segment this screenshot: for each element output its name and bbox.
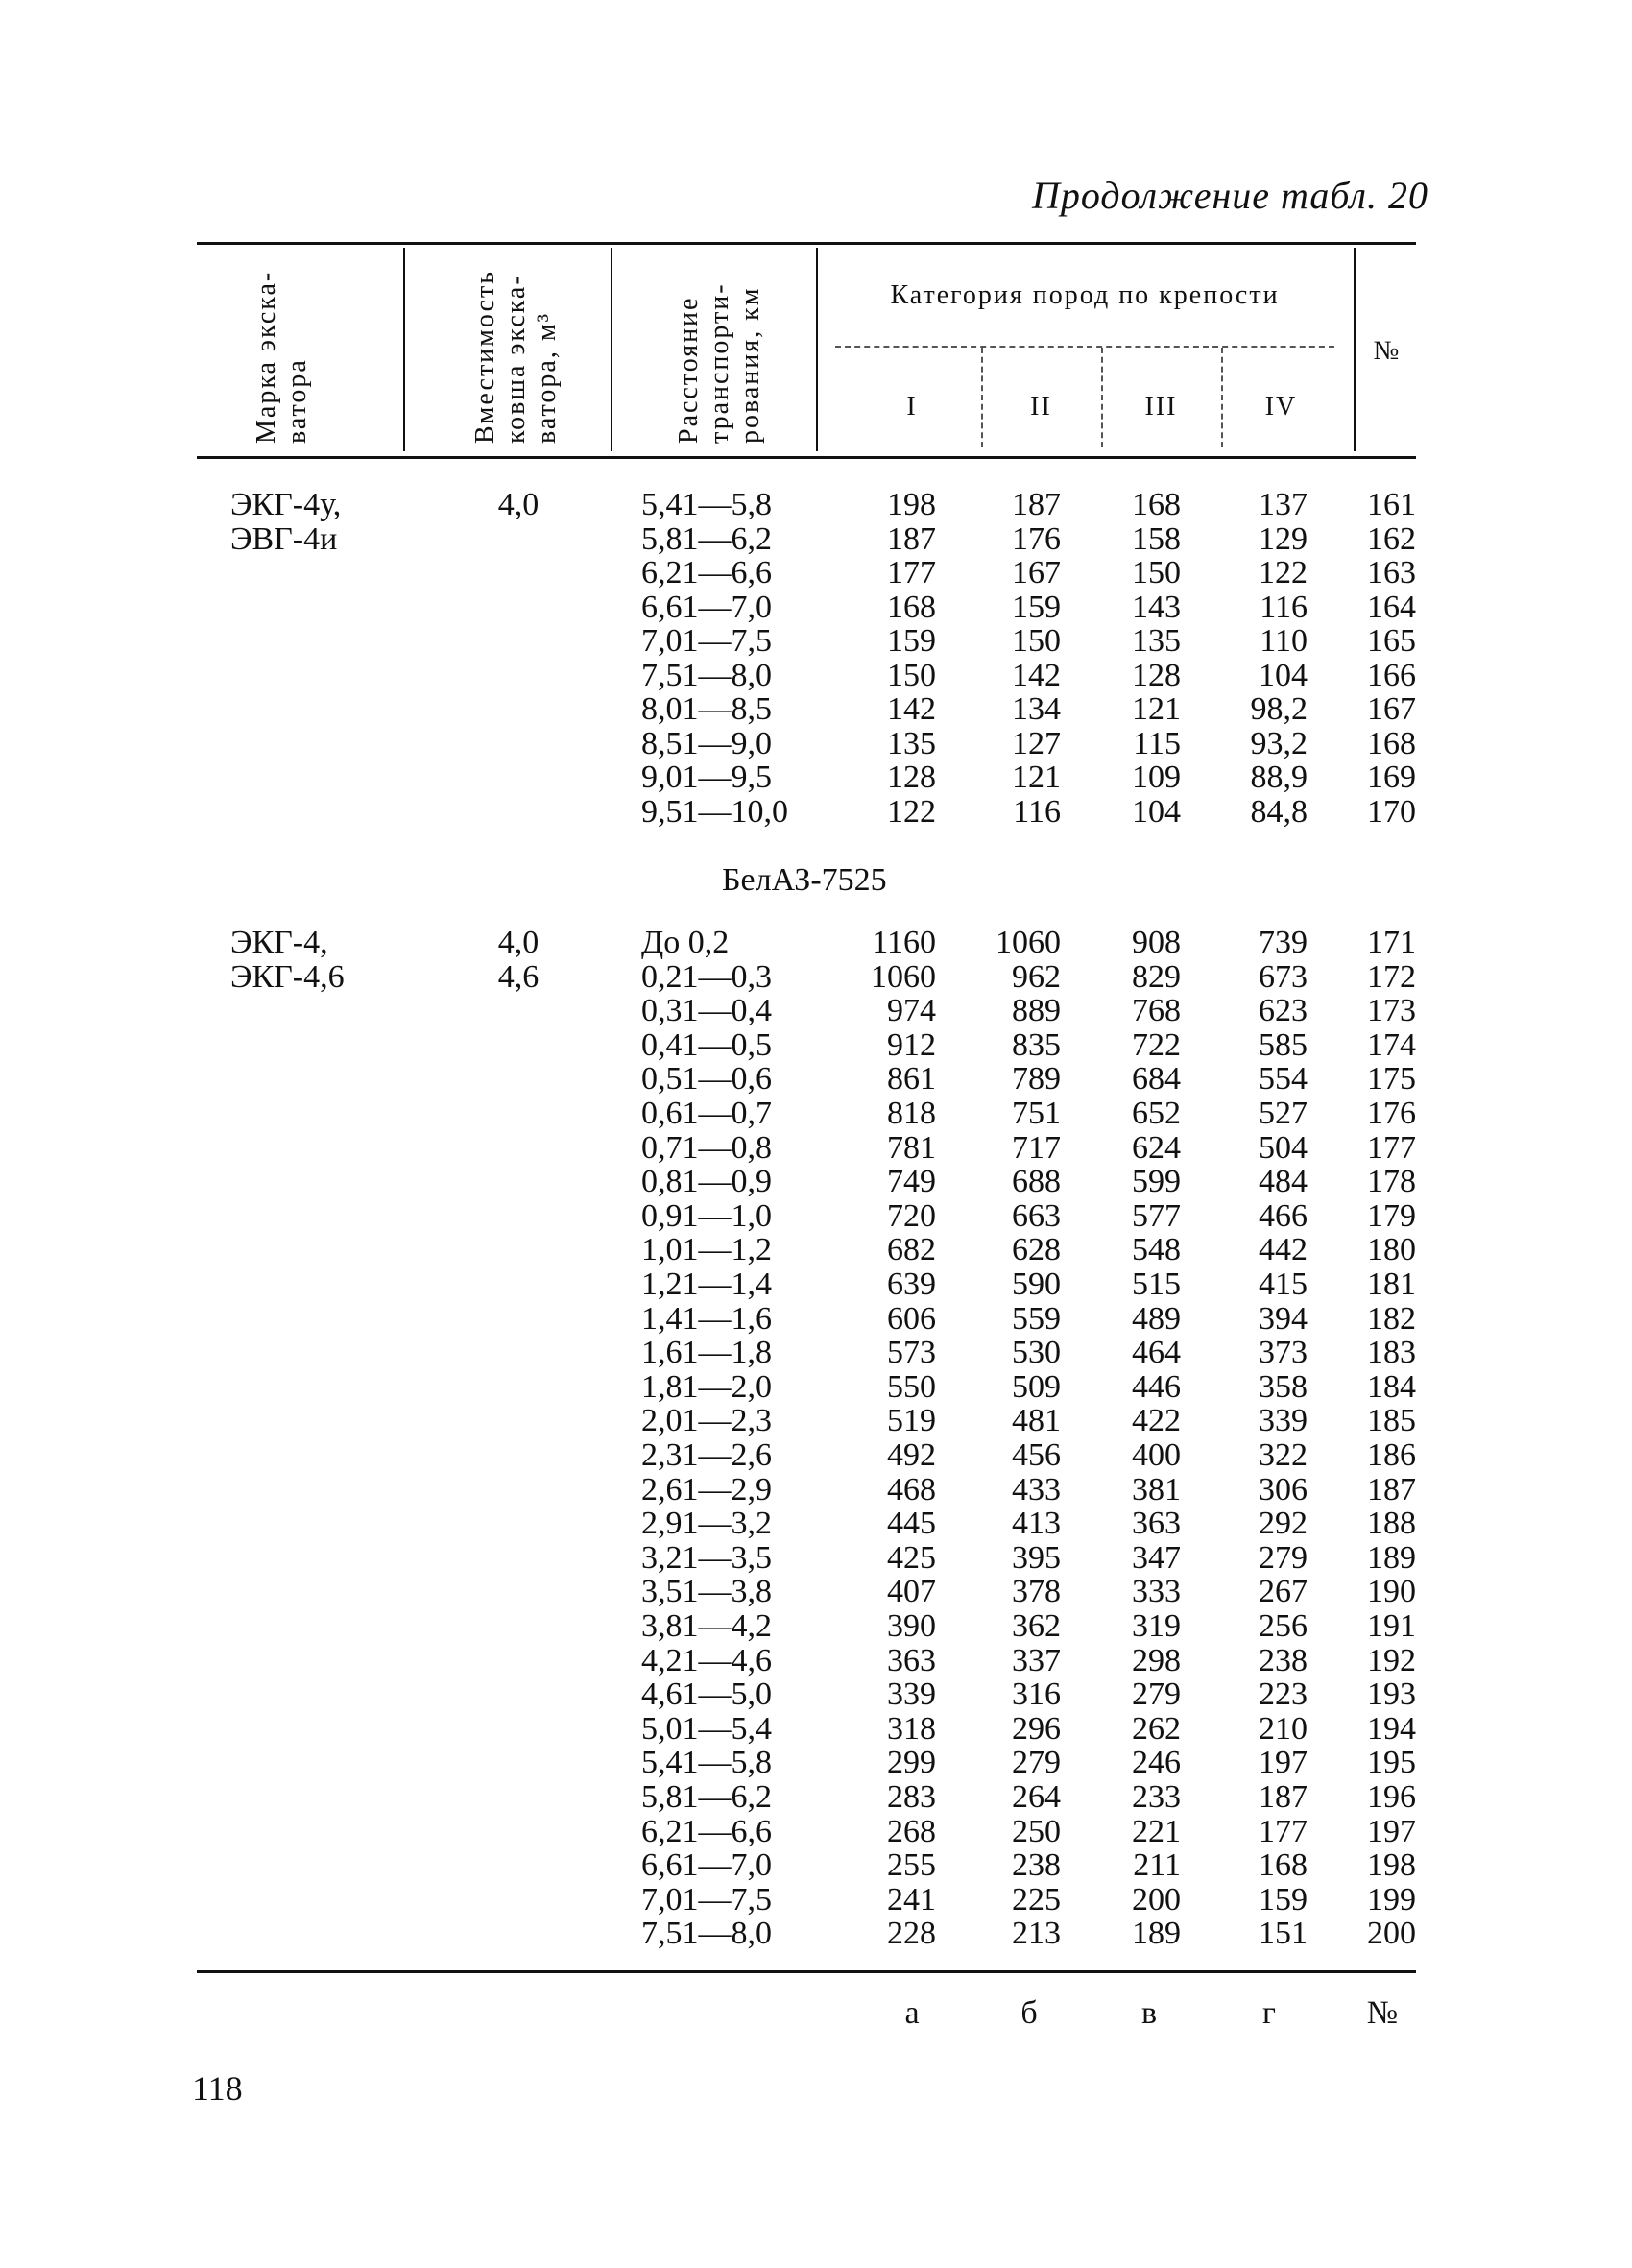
cat4-cell: 168 bbox=[1259, 1847, 1308, 1884]
cat4-cell: 98,2 bbox=[1250, 691, 1308, 727]
cat3-cell: 158 bbox=[1132, 520, 1181, 557]
header-category-3: III bbox=[1144, 392, 1178, 422]
distance-cell: 7,01—7,5 bbox=[641, 623, 772, 659]
distance-cell: 2,01—2,3 bbox=[641, 1403, 772, 1439]
cat1-cell: 861 bbox=[887, 1061, 936, 1098]
cat1-cell: 1060 bbox=[871, 958, 936, 995]
row-number-cell: 165 bbox=[1367, 623, 1416, 659]
cat2-cell: 250 bbox=[1012, 1813, 1061, 1849]
cat4-cell: 88,9 bbox=[1250, 760, 1308, 795]
cat2-cell: 167 bbox=[1012, 555, 1061, 591]
cat4-cell: 466 bbox=[1259, 1197, 1308, 1234]
cat1-cell: 749 bbox=[887, 1164, 936, 1200]
cat2-cell: 150 bbox=[1012, 623, 1061, 659]
cat4-cell: 339 bbox=[1259, 1403, 1308, 1439]
row-number-cell: 195 bbox=[1367, 1745, 1416, 1781]
row-number-cell: 199 bbox=[1367, 1881, 1416, 1918]
cat2-cell: 121 bbox=[1012, 760, 1061, 795]
cat1-cell: 198 bbox=[887, 487, 936, 522]
cat2-cell: 187 bbox=[1012, 487, 1061, 522]
row-number-cell: 186 bbox=[1367, 1437, 1416, 1473]
cat3-cell: 200 bbox=[1132, 1881, 1181, 1918]
cat4-cell: 110 bbox=[1260, 623, 1308, 659]
cat2-cell: 433 bbox=[1012, 1471, 1061, 1508]
cat2-cell: 789 bbox=[1012, 1061, 1061, 1098]
cat1-cell: 781 bbox=[887, 1129, 936, 1166]
distance-cell: 0,71—0,8 bbox=[641, 1129, 772, 1166]
table-bottom-rule bbox=[197, 1970, 1416, 1973]
cat1-cell: 363 bbox=[887, 1642, 936, 1678]
header-divider-1 bbox=[403, 248, 405, 451]
cat4-cell: 238 bbox=[1259, 1642, 1308, 1678]
cat2-cell: 889 bbox=[1012, 993, 1061, 1029]
cat3-cell: 464 bbox=[1132, 1335, 1181, 1371]
cat1-cell: 135 bbox=[887, 725, 936, 761]
cat2-cell: 751 bbox=[1012, 1096, 1061, 1131]
cat3-cell: 652 bbox=[1132, 1096, 1181, 1131]
row-number-cell: 167 bbox=[1367, 691, 1416, 727]
distance-cell: 0,61—0,7 bbox=[641, 1096, 772, 1131]
distance-cell: 0,31—0,4 bbox=[641, 993, 772, 1029]
cat4-cell: 267 bbox=[1259, 1574, 1308, 1610]
cat1-cell: 407 bbox=[887, 1574, 936, 1610]
footer-letter: г bbox=[1262, 1995, 1276, 2031]
cat4-cell: 223 bbox=[1259, 1677, 1308, 1713]
cat3-cell: 333 bbox=[1132, 1574, 1181, 1610]
cat1-cell: 128 bbox=[887, 760, 936, 795]
cat2-cell: 362 bbox=[1012, 1608, 1061, 1644]
page-number: 118 bbox=[192, 2069, 243, 2108]
cat1-cell: 339 bbox=[887, 1677, 936, 1713]
cat4-cell: 122 bbox=[1259, 555, 1308, 591]
cat1-cell: 228 bbox=[887, 1916, 936, 1952]
row-number-cell: 173 bbox=[1367, 993, 1416, 1029]
cat2-cell: 176 bbox=[1012, 520, 1061, 557]
cat4-cell: 292 bbox=[1259, 1506, 1308, 1542]
row-number-cell: 178 bbox=[1367, 1164, 1416, 1200]
cat4-cell: 187 bbox=[1259, 1779, 1308, 1815]
row-number-cell: 196 bbox=[1367, 1779, 1416, 1815]
cat3-cell: 298 bbox=[1132, 1642, 1181, 1678]
cat3-cell: 233 bbox=[1132, 1779, 1181, 1815]
row-number-cell: 192 bbox=[1367, 1642, 1416, 1678]
cat3-cell: 422 bbox=[1132, 1403, 1181, 1439]
cat1-cell: 519 bbox=[887, 1403, 936, 1439]
cat4-cell: 151 bbox=[1259, 1916, 1308, 1952]
cat1-cell: 299 bbox=[887, 1745, 936, 1781]
cat1-cell: 1160 bbox=[872, 925, 936, 960]
cat1-cell: 492 bbox=[887, 1437, 936, 1473]
distance-cell: 3,51—3,8 bbox=[641, 1574, 772, 1610]
distance-cell: 6,21—6,6 bbox=[641, 555, 772, 591]
row-number-cell: 189 bbox=[1367, 1539, 1416, 1576]
distance-cell: 9,51—10,0 bbox=[641, 793, 788, 830]
cat2-cell: 127 bbox=[1012, 725, 1061, 761]
distance-cell: 1,41—1,6 bbox=[641, 1300, 772, 1337]
cat1-cell: 187 bbox=[887, 520, 936, 557]
row-number-cell: 183 bbox=[1367, 1335, 1416, 1371]
cat3-cell: 515 bbox=[1132, 1267, 1181, 1302]
cat3-cell: 347 bbox=[1132, 1539, 1181, 1576]
cat4-cell: 256 bbox=[1259, 1608, 1308, 1644]
row-number-cell: 175 bbox=[1367, 1061, 1416, 1098]
cat3-cell: 168 bbox=[1132, 487, 1181, 522]
model-label: ЭКГ-4,6 bbox=[230, 959, 345, 995]
cat2-cell: 213 bbox=[1012, 1916, 1061, 1952]
row-number-cell: 161 bbox=[1367, 487, 1416, 522]
cat1-cell: 142 bbox=[887, 691, 936, 727]
cat2-cell: 481 bbox=[1012, 1403, 1061, 1439]
distance-cell: 1,61—1,8 bbox=[641, 1335, 772, 1371]
header-divider-3 bbox=[816, 248, 818, 451]
cat1-cell: 255 bbox=[887, 1847, 936, 1884]
cat3-cell: 768 bbox=[1132, 993, 1181, 1029]
distance-cell: 8,51—9,0 bbox=[641, 725, 772, 761]
cat2-cell: 663 bbox=[1012, 1197, 1061, 1234]
header-number: № bbox=[1373, 336, 1402, 366]
distance-cell: 6,61—7,0 bbox=[641, 1847, 772, 1884]
cat4-cell: 554 bbox=[1259, 1061, 1308, 1098]
cat1-cell: 168 bbox=[887, 589, 936, 625]
distance-cell: 4,61—5,0 bbox=[641, 1677, 772, 1713]
cat2-cell: 413 bbox=[1012, 1506, 1061, 1542]
header-divider-4 bbox=[1354, 248, 1356, 451]
cat3-cell: 319 bbox=[1132, 1608, 1181, 1644]
row-number-cell: 187 bbox=[1367, 1471, 1416, 1508]
cat2-cell: 225 bbox=[1012, 1881, 1061, 1918]
distance-cell: 0,41—0,5 bbox=[641, 1026, 772, 1063]
row-number-cell: 180 bbox=[1367, 1232, 1416, 1268]
cat1-cell: 606 bbox=[887, 1300, 936, 1337]
row-number-cell: 198 bbox=[1367, 1847, 1416, 1884]
distance-cell: 0,91—1,0 bbox=[641, 1197, 772, 1234]
distance-cell: 3,81—4,2 bbox=[641, 1608, 772, 1644]
cat2-cell: 296 bbox=[1012, 1710, 1061, 1747]
distance-cell: 3,21—3,5 bbox=[641, 1539, 772, 1576]
cat4-cell: 93,2 bbox=[1250, 725, 1308, 761]
cat1-cell: 268 bbox=[887, 1813, 936, 1849]
table-caption: Продолжение табл. 20 bbox=[1031, 174, 1428, 217]
cat4-cell: 104 bbox=[1259, 657, 1308, 693]
cat3-cell: 548 bbox=[1132, 1232, 1181, 1268]
bucket-value: 4,0 bbox=[497, 925, 540, 960]
cat2-cell: 717 bbox=[1012, 1129, 1061, 1166]
cat1-cell: 122 bbox=[887, 793, 936, 830]
distance-cell: До 0,2 bbox=[641, 925, 730, 960]
cat3-cell: 109 bbox=[1132, 760, 1181, 795]
row-number-cell: 188 bbox=[1367, 1506, 1416, 1542]
cat3-cell: 150 bbox=[1132, 555, 1181, 591]
cat2-cell: 1060 bbox=[996, 925, 1061, 960]
cat4-cell: 129 bbox=[1259, 520, 1308, 557]
row-number-cell: 166 bbox=[1367, 657, 1416, 693]
distance-cell: 1,21—1,4 bbox=[641, 1267, 772, 1302]
header-category-4: IV bbox=[1264, 392, 1298, 422]
header-model: Марка экска- ватора bbox=[252, 270, 312, 444]
row-number-cell: 169 bbox=[1367, 760, 1416, 795]
cat4-cell: 673 bbox=[1259, 958, 1308, 995]
header-bottom-rule bbox=[197, 456, 1416, 459]
cat4-cell: 358 bbox=[1259, 1368, 1308, 1405]
distance-cell: 7,51—8,0 bbox=[641, 657, 772, 693]
cat4-cell: 504 bbox=[1259, 1129, 1308, 1166]
cat1-cell: 720 bbox=[887, 1197, 936, 1234]
cat3-cell: 446 bbox=[1132, 1368, 1181, 1405]
distance-cell: 5,81—6,2 bbox=[641, 1779, 772, 1815]
cat1-cell: 974 bbox=[887, 993, 936, 1029]
cat1-cell: 177 bbox=[887, 555, 936, 591]
cat3-cell: 363 bbox=[1132, 1506, 1181, 1542]
row-number-cell: 176 bbox=[1367, 1096, 1416, 1131]
bucket-value: 4,0 bbox=[497, 487, 540, 522]
row-number-cell: 182 bbox=[1367, 1300, 1416, 1337]
header-category-1: I bbox=[906, 392, 918, 422]
cat3-cell: 211 bbox=[1133, 1847, 1181, 1884]
distance-cell: 2,91—3,2 bbox=[641, 1506, 772, 1542]
distance-cell: 0,81—0,9 bbox=[641, 1164, 772, 1200]
footer-letter: а bbox=[904, 1995, 920, 2031]
cat1-cell: 912 bbox=[887, 1026, 936, 1063]
cat3-cell: 908 bbox=[1132, 925, 1181, 960]
cat2-cell: 590 bbox=[1012, 1267, 1061, 1302]
cat2-cell: 238 bbox=[1012, 1847, 1061, 1884]
cat4-cell: 484 bbox=[1259, 1164, 1308, 1200]
cat4-cell: 739 bbox=[1259, 925, 1308, 960]
footer-letter: в bbox=[1140, 1995, 1158, 2031]
cat4-cell: 210 bbox=[1259, 1710, 1308, 1747]
distance-cell: 1,81—2,0 bbox=[641, 1368, 772, 1405]
distance-cell: 6,21—6,6 bbox=[641, 1813, 772, 1849]
cat3-cell: 577 bbox=[1132, 1197, 1181, 1234]
distance-cell: 5,41—5,8 bbox=[641, 487, 772, 522]
section-title: БелАЗ-7525 bbox=[722, 862, 887, 898]
cat3-cell: 143 bbox=[1132, 589, 1181, 625]
header-distance: Расстояние транспорти- рования, км bbox=[674, 282, 765, 444]
cat4-cell: 394 bbox=[1259, 1300, 1308, 1337]
row-number-cell: 162 bbox=[1367, 520, 1416, 557]
cat1-cell: 639 bbox=[887, 1267, 936, 1302]
distance-cell: 7,51—8,0 bbox=[641, 1916, 772, 1952]
cat3-cell: 246 bbox=[1132, 1745, 1181, 1781]
distance-cell: 5,41—5,8 bbox=[641, 1745, 772, 1781]
cat2-cell: 456 bbox=[1012, 1437, 1061, 1473]
distance-cell: 5,81—6,2 bbox=[641, 520, 772, 557]
cat2-cell: 142 bbox=[1012, 657, 1061, 693]
bucket-value: 4,6 bbox=[497, 959, 540, 995]
cat3-cell: 489 bbox=[1132, 1300, 1181, 1337]
cat3-cell: 189 bbox=[1132, 1916, 1181, 1952]
cat2-cell: 159 bbox=[1012, 589, 1061, 625]
cat1-cell: 150 bbox=[887, 657, 936, 693]
cat4-cell: 585 bbox=[1259, 1026, 1308, 1063]
cat3-cell: 128 bbox=[1132, 657, 1181, 693]
cat3-cell: 279 bbox=[1132, 1677, 1181, 1713]
distance-cell: 0,21—0,3 bbox=[641, 958, 772, 995]
cat2-cell: 835 bbox=[1012, 1026, 1061, 1063]
cat1-cell: 468 bbox=[887, 1471, 936, 1508]
cat2-cell: 509 bbox=[1012, 1368, 1061, 1405]
row-number-cell: 172 bbox=[1367, 958, 1416, 995]
cat2-cell: 530 bbox=[1012, 1335, 1061, 1371]
row-number-cell: 185 bbox=[1367, 1403, 1416, 1439]
cat2-cell: 559 bbox=[1012, 1300, 1061, 1337]
model-label: ЭКГ-4у, bbox=[230, 487, 342, 522]
cat2-cell: 378 bbox=[1012, 1574, 1061, 1610]
distance-cell: 4,21—4,6 bbox=[641, 1642, 772, 1678]
cat2-cell: 264 bbox=[1012, 1779, 1061, 1815]
cat2-cell: 628 bbox=[1012, 1232, 1061, 1268]
cat2-cell: 688 bbox=[1012, 1164, 1061, 1200]
row-number-cell: 181 bbox=[1367, 1267, 1416, 1302]
cat3-cell: 599 bbox=[1132, 1164, 1181, 1200]
cat1-cell: 318 bbox=[887, 1710, 936, 1747]
row-number-cell: 191 bbox=[1367, 1608, 1416, 1644]
cat4-cell: 137 bbox=[1259, 487, 1308, 522]
cat1-cell: 818 bbox=[887, 1096, 936, 1131]
cat3-cell: 624 bbox=[1132, 1129, 1181, 1166]
row-number-cell: 193 bbox=[1367, 1677, 1416, 1713]
distance-cell: 5,01—5,4 bbox=[641, 1710, 772, 1747]
row-number-cell: 200 bbox=[1367, 1916, 1416, 1952]
distance-cell: 9,01—9,5 bbox=[641, 760, 772, 795]
cat3-cell: 400 bbox=[1132, 1437, 1181, 1473]
cat1-cell: 390 bbox=[887, 1608, 936, 1644]
header-bucket: Вместимость ковша экска- ватора, м³ bbox=[470, 269, 562, 444]
header-divider-2 bbox=[611, 248, 612, 451]
cat3-cell: 104 bbox=[1132, 793, 1181, 830]
cat4-cell: 442 bbox=[1259, 1232, 1308, 1268]
cat2-cell: 134 bbox=[1012, 691, 1061, 727]
cat3-cell: 121 bbox=[1132, 691, 1181, 727]
cat3-cell: 722 bbox=[1132, 1026, 1181, 1063]
cat2-cell: 395 bbox=[1012, 1539, 1061, 1576]
cat1-cell: 550 bbox=[887, 1368, 936, 1405]
cat1-cell: 682 bbox=[887, 1232, 936, 1268]
row-number-cell: 163 bbox=[1367, 555, 1416, 591]
row-number-cell: 197 bbox=[1367, 1813, 1416, 1849]
cat3-cell: 135 bbox=[1132, 623, 1181, 659]
distance-cell: 8,01—8,5 bbox=[641, 691, 772, 727]
header-category-group: Категория пород по крепости bbox=[890, 280, 1280, 310]
cat1-cell: 573 bbox=[887, 1335, 936, 1371]
footer-letter: № bbox=[1366, 1995, 1399, 2031]
cat3-cell: 221 bbox=[1132, 1813, 1181, 1849]
distance-cell: 0,51—0,6 bbox=[641, 1061, 772, 1098]
footer-letter: б bbox=[1020, 1995, 1038, 2031]
cat1-cell: 425 bbox=[887, 1539, 936, 1576]
row-number-cell: 171 bbox=[1367, 925, 1416, 960]
row-number-cell: 179 bbox=[1367, 1197, 1416, 1234]
cat2-cell: 316 bbox=[1012, 1677, 1061, 1713]
cat4-cell: 177 bbox=[1259, 1813, 1308, 1849]
distance-cell: 6,61—7,0 bbox=[641, 589, 772, 625]
distance-cell: 2,61—2,9 bbox=[641, 1471, 772, 1508]
cat4-cell: 116 bbox=[1260, 589, 1308, 625]
cat3-cell: 684 bbox=[1132, 1061, 1181, 1098]
cat4-cell: 415 bbox=[1259, 1267, 1308, 1302]
category-subrule bbox=[835, 346, 1334, 348]
cat4-cell: 623 bbox=[1259, 993, 1308, 1029]
cat3-cell: 115 bbox=[1133, 725, 1181, 761]
cat4-cell: 373 bbox=[1259, 1335, 1308, 1371]
cat2-cell: 337 bbox=[1012, 1642, 1061, 1678]
cat4-cell: 84,8 bbox=[1250, 793, 1308, 830]
distance-cell: 2,31—2,6 bbox=[641, 1437, 772, 1473]
model-label: ЭКГ-4, bbox=[230, 925, 328, 960]
cat3-cell: 829 bbox=[1132, 958, 1181, 995]
row-number-cell: 168 bbox=[1367, 725, 1416, 761]
cat4-cell: 159 bbox=[1259, 1881, 1308, 1918]
table-top-rule bbox=[197, 242, 1416, 245]
distance-cell: 1,01—1,2 bbox=[641, 1232, 772, 1268]
cat4-cell: 306 bbox=[1259, 1471, 1308, 1508]
cat1-cell: 159 bbox=[887, 623, 936, 659]
cat4-cell: 527 bbox=[1259, 1096, 1308, 1131]
cat3-cell: 381 bbox=[1132, 1471, 1181, 1508]
cat4-cell: 197 bbox=[1259, 1745, 1308, 1781]
row-number-cell: 184 bbox=[1367, 1368, 1416, 1405]
cat1-cell: 445 bbox=[887, 1506, 936, 1542]
cat4-cell: 322 bbox=[1259, 1437, 1308, 1473]
row-number-cell: 174 bbox=[1367, 1026, 1416, 1063]
header-category-2: II bbox=[1030, 392, 1052, 422]
model-label: ЭВГ-4и bbox=[230, 521, 338, 557]
row-number-cell: 170 bbox=[1367, 793, 1416, 830]
row-number-cell: 177 bbox=[1367, 1129, 1416, 1166]
cat4-cell: 279 bbox=[1259, 1539, 1308, 1576]
cat2-cell: 962 bbox=[1012, 958, 1061, 995]
cat1-cell: 241 bbox=[887, 1881, 936, 1918]
distance-cell: 7,01—7,5 bbox=[641, 1881, 772, 1918]
row-number-cell: 164 bbox=[1367, 589, 1416, 625]
cat2-cell: 116 bbox=[1013, 793, 1061, 830]
row-number-cell: 194 bbox=[1367, 1710, 1416, 1747]
cat2-cell: 279 bbox=[1012, 1745, 1061, 1781]
cat3-cell: 262 bbox=[1132, 1710, 1181, 1747]
row-number-cell: 190 bbox=[1367, 1574, 1416, 1610]
cat1-cell: 283 bbox=[887, 1779, 936, 1815]
